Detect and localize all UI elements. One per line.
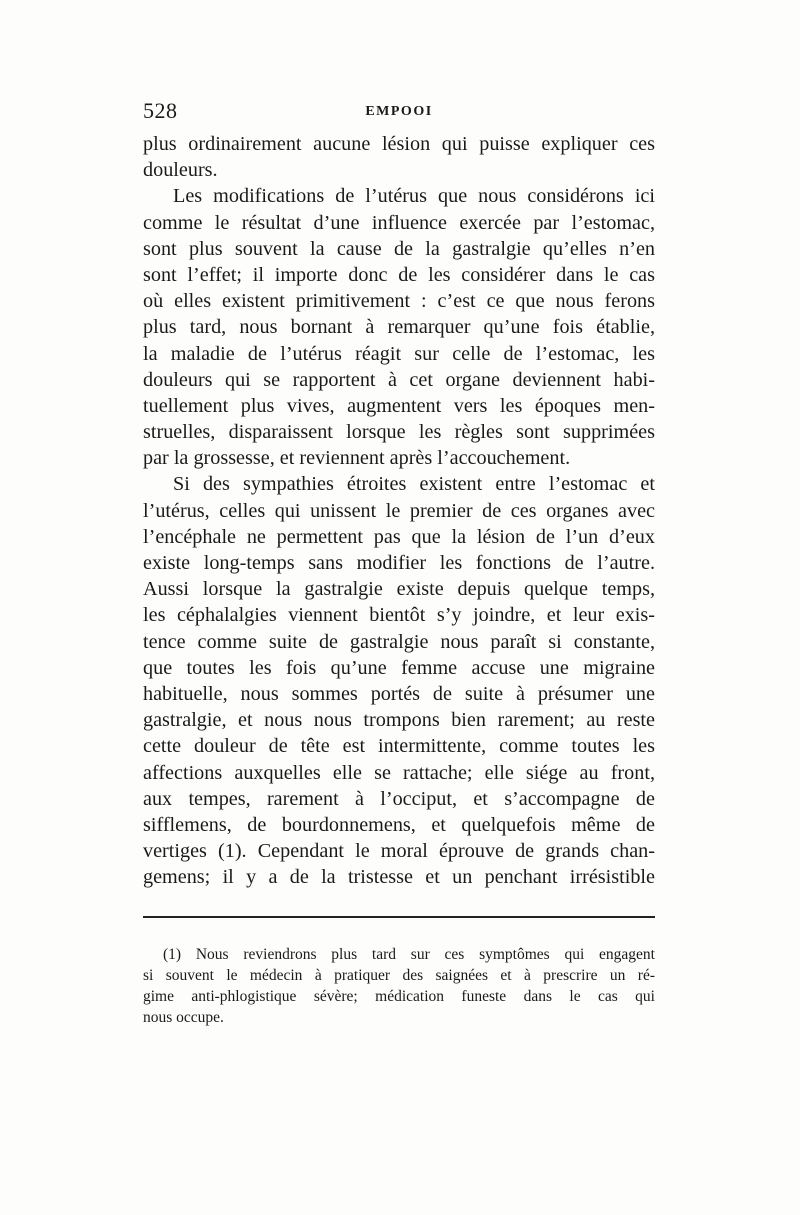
text-line: vertiges (1). Cependant le moral éprouve de grands chan- (143, 840, 655, 863)
text-line: la maladie de l’utérus réagit sur celle de l’estomac, les (143, 342, 655, 365)
footnote-divider (143, 916, 655, 918)
text-line: struelles, disparaissent lorsque les règles sont supprimées (143, 421, 655, 444)
text-line: l’utérus, celles qui unissent le premier de ces organes avec (143, 499, 655, 522)
footnote-line: gime anti-phlogistique sévère; médication funeste dans le cas qui (143, 988, 655, 1005)
text-line: habituelle, nous sommes portés de suite à présumer une (143, 682, 655, 705)
text-line: douleurs. (143, 159, 218, 182)
text-line: existe long-temps sans modifier les fonctions de l’autre. (143, 552, 655, 574)
text-line: tence comme suite de gastralgie nous paraît si constante, (143, 630, 655, 653)
text-line: Les modifications de l’utérus que nous considérons ici (173, 185, 655, 208)
footnote-line: si souvent le médecin à pratiquer des saignées et à prescrire un ré- (143, 967, 655, 984)
text-line: Si des sympathies étroites existent entre l’estomac et (173, 473, 655, 496)
text-line: plus ordinairement aucune lésion qui puisse expliquer ces (143, 133, 655, 155)
text-line: affections auxquelles elle se rattache; elle siége au front, (143, 761, 655, 784)
text-line: aux tempes, rarement à l’occiput, et s’accompagne de (143, 787, 655, 810)
text-line: tuellement plus vives, augmentent vers les époques men- (143, 394, 655, 417)
text-line: l’encéphale ne permettent pas que la lésion de l’un d’eux (143, 525, 655, 548)
text-line: par la grossesse, et reviennent après l’accouchement. (143, 447, 571, 470)
text-line: les céphalalgies viennent bientôt s’y joindre, et leur exis- (143, 604, 655, 627)
running-head (143, 98, 655, 128)
text-line: sont plus souvent la cause de la gastralgie qu’elles n’en (143, 237, 655, 260)
page-number: 528 (143, 98, 178, 123)
text-line: où elles existent primitivement : c’est ce que nous ferons (143, 290, 655, 313)
text-line: gemens; il y a de la tristesse et un penchant irrésistible (143, 866, 655, 889)
body-text (143, 131, 655, 890)
text-line: sont l’effet; il importe donc de les considérer dans le cas (143, 263, 655, 286)
text-line: plus tard, nous bornant à remarquer qu’une fois établie, (143, 316, 655, 339)
text-line: douleurs qui se rapportent à cet organe deviennent habi- (143, 368, 655, 391)
text-line: Aussi lorsque la gastralgie existe depuis quelque temps, (143, 578, 655, 601)
footnote-line: nous occupe. (143, 1009, 224, 1026)
text-line: comme le résultat d’une influence exercée par l’estomac, (143, 211, 655, 234)
text-line: cette douleur de tête est intermittente, comme toutes les (143, 735, 655, 758)
text-line: gastralgie, et nous nous trompons bien rarement; au reste (143, 709, 655, 732)
footnote-line: (1) Nous reviendrons plus tard sur ces symptômes qui engagent (163, 946, 655, 963)
running-title: EMPOOI (365, 104, 433, 119)
text-line: sifflemens, de bourdonnemens, et quelquefois même de (143, 813, 655, 836)
text-line: que toutes les fois qu’une femme accuse une migraine (143, 656, 655, 679)
footnote (143, 944, 655, 1028)
